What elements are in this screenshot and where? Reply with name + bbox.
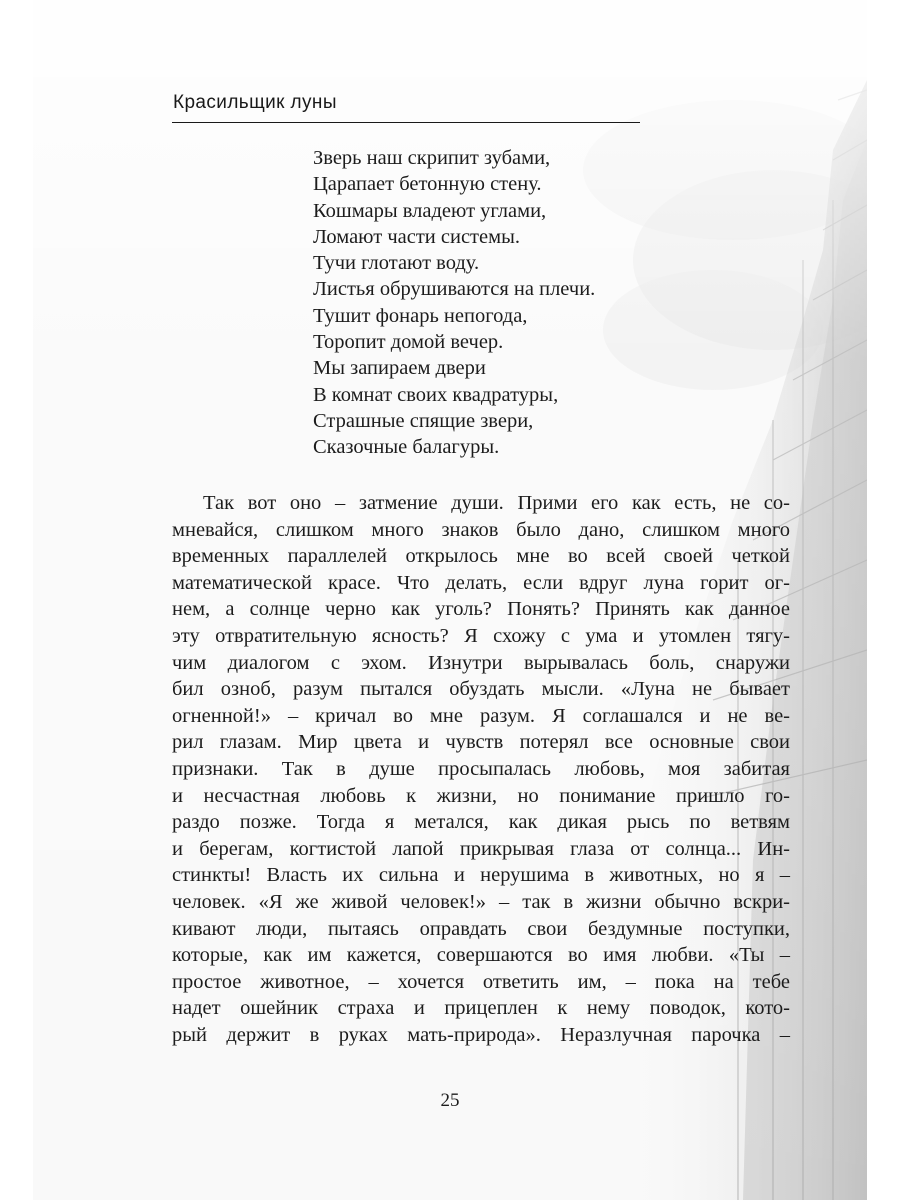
prose-line: мневайся, слишком много знаков было дано, слишком много <box>172 518 790 541</box>
prose-line: Так вот оно – затмение души. Прими его как есть, не со- <box>203 492 790 514</box>
poem-line: Сказочные балагуры. <box>313 436 500 459</box>
poem-line: Тушит фонарь непогода, <box>313 304 528 327</box>
prose-line: нем, а солнце черно как уголь? Понять? Принять как данное <box>172 598 790 621</box>
header-rule-divider <box>172 122 640 123</box>
prose-line: математической красе. Что делать, если вдруг луна горит ог- <box>172 571 790 594</box>
running-head-title: Красильщик луны <box>173 92 337 113</box>
poem-line: В комнат своих квадратуры, <box>313 383 559 406</box>
poem-line: Ломают части системы. <box>313 225 520 248</box>
prose-line: простое животное, – хочется ответить им, – пока на тебе <box>172 970 790 993</box>
prose-line: надет ошейник страха и прицеплен к нему поводок, кото- <box>172 997 790 1020</box>
poem-line: Зверь наш скрипит зубами, <box>313 147 551 169</box>
prose-line: раздо позже. Тогда я метался, как дикая рысь по ветвям <box>172 811 790 834</box>
page-number: 25 <box>440 1090 460 1111</box>
poem-line: Листья обрушиваются на плечи. <box>313 278 596 301</box>
prose-line: и берегам, когтистой лапой прикрывая глаза от солнца... Ин- <box>172 837 790 860</box>
prose-line: кивают люди, пытаясь оправдать свои бездумные поступки, <box>172 917 790 940</box>
prose-line: чим диалогом с эхом. Изнутри вырывалась боль, снаружи <box>172 651 790 674</box>
prose-line: человек. «Я же живой человек!» – так в жизни обычно вскри- <box>172 890 790 913</box>
poem-line: Торопит домой вечер. <box>313 331 504 354</box>
poem-stanza <box>313 145 595 461</box>
prose-line: рил глазам. Мир цвета и чувств потерял все основные свои <box>172 731 790 754</box>
poem-line: Кошмары владеют углами, <box>313 199 547 222</box>
prose-line: стинкты! Власть их сильна и нерушима в животных, но я – <box>172 864 790 887</box>
prose-line: бил озноб, разум пытался обуздать мысли. «Луна не бывает <box>172 678 790 701</box>
prose-paragraph <box>172 490 790 1048</box>
prose-line: эту отвратительную ясность? Я схожу с ума и утомлен тягу- <box>172 624 790 647</box>
poem-line: Страшные спящие звери, <box>313 409 534 432</box>
book-page <box>33 0 867 1200</box>
prose-line: признаки. Так в душе просыпалась любовь, моя забитая <box>172 757 790 780</box>
poem-line: Мы запираем двери <box>313 357 486 380</box>
prose-line: огненной!» – кричал во мне разум. Я соглашался и не ве- <box>172 704 790 727</box>
prose-line: рый держит в руках мать-природа». Неразлучная парочка – <box>172 1023 790 1046</box>
poem-line: Царапает бетонную стену. <box>313 173 542 196</box>
poem-line: Тучи глотают воду. <box>313 252 480 275</box>
prose-line: которые, как им кажется, совершаются во имя любви. «Ты – <box>172 944 790 967</box>
prose-line: временных параллелей открылось мне во всей своей четкой <box>172 545 790 568</box>
prose-line: и несчастная любовь к жизни, но понимание пришло го- <box>172 784 790 807</box>
